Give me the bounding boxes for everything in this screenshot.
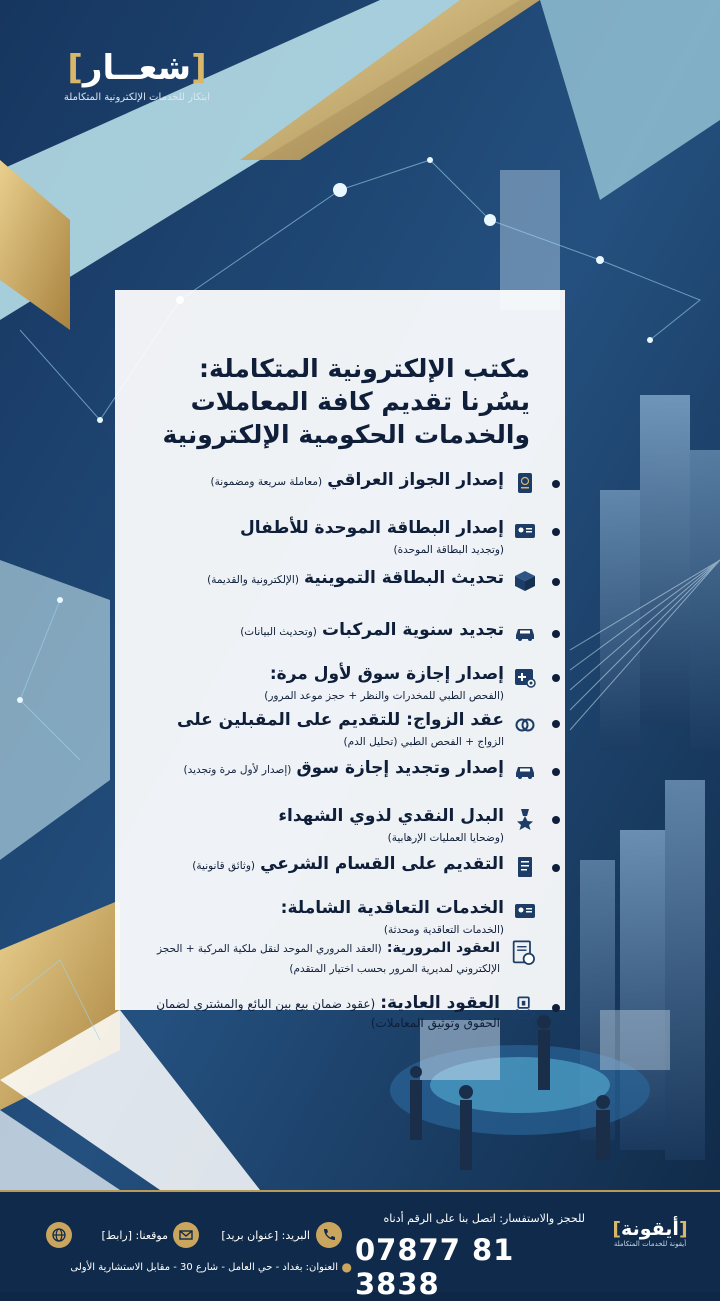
brand-tagline: ابتكار للخدمات الإلكترونية المتكاملة — [63, 92, 211, 103]
service-note: (وضحايا العمليات الإرهابية) — [387, 832, 504, 844]
box-icon — [512, 568, 538, 594]
service-item — [120, 758, 560, 806]
email-icon — [173, 1222, 199, 1248]
traffic-contract-icon — [508, 938, 538, 968]
service-item — [120, 806, 560, 854]
service-title: تحديث البطاقة التموينية — [304, 568, 504, 588]
footer-logo: [أيقونة] أيقونة للخدمات المتكاملة — [600, 1218, 700, 1248]
footer-email[interactable]: البريد: [عنوان بريد] — [221, 1229, 310, 1242]
car-icon — [512, 620, 538, 646]
service-item — [120, 518, 560, 568]
service-item — [120, 938, 560, 994]
footer-logo-name: أيقونة — [621, 1218, 679, 1240]
headline-line-2: يسُرنا تقديم كافة المعاملات — [190, 387, 530, 416]
bullet — [552, 768, 560, 776]
rings-icon — [512, 710, 538, 736]
phone-icon — [316, 1222, 342, 1248]
service-item — [120, 710, 560, 758]
service-note: (الفحص الطبي للمخدرات والنظر + حجز موعد المرور) — [264, 690, 504, 702]
bullet — [552, 578, 560, 586]
bullet — [552, 1004, 560, 1012]
service-note: الزواج + الفحص الطبي (تحليل الدم) — [343, 736, 504, 748]
document-icon — [512, 854, 538, 880]
service-note: (وثائق قانونية) — [192, 860, 255, 872]
handshake-icon — [508, 994, 538, 1024]
bullet — [552, 528, 560, 536]
medical-calendar-icon — [512, 664, 538, 690]
footer-website[interactable]: موقعنا: [رابط] — [101, 1229, 168, 1242]
service-title: عقد الزواج: للتقديم على المقبلين على — [177, 710, 504, 730]
id-card-icon — [512, 518, 538, 544]
service-title: إصدار إجازة سوق لأول مرة: — [269, 664, 504, 684]
contract-icon — [512, 898, 538, 924]
footer-cta: للحجز والاستفسار: اتصل بنا على الرقم أدناه — [383, 1212, 585, 1225]
bullet — [552, 630, 560, 638]
brand-logo-name: شعــار — [82, 48, 192, 88]
medal-icon — [512, 806, 538, 832]
service-title: تجديد سنوية المركبات — [322, 620, 504, 640]
bullet — [552, 864, 560, 872]
service-item — [120, 898, 560, 938]
headline — [100, 352, 530, 451]
service-note: (الخدمات التعاقدية ومحدثة) — [383, 924, 504, 936]
globe-icon — [46, 1222, 72, 1248]
brand-logo: [شعــار] ابتكار للخدمات الإلكترونية المتكاملة — [52, 48, 222, 103]
car-icon — [512, 758, 538, 784]
bullet — [552, 480, 560, 488]
service-title: البدل النقدي لذوي الشهداء — [278, 806, 504, 826]
service-title: التقديم على القسام الشرعي — [260, 854, 504, 874]
service-note: (الإلكترونية والقديمة) — [207, 574, 299, 586]
service-title: إصدار الجواز العراقي — [327, 470, 504, 490]
service-item — [120, 620, 560, 664]
service-title: العقود المرورية: — [386, 940, 500, 956]
footer-address: العنوان: بغداد - حي العامل - شارع 30 - مقابل الاستشارية الأولى — [70, 1262, 338, 1273]
service-item — [120, 854, 560, 898]
passport-icon — [512, 470, 538, 496]
bullet — [552, 720, 560, 728]
footer-phone[interactable]: 07877 81 3838 — [355, 1233, 515, 1301]
service-note: (إصدار لأول مرة وتجديد) — [183, 764, 292, 776]
location-pin-icon: ● — [341, 1260, 352, 1274]
footer-logo-tagline: أيقونة للخدمات المتكاملة — [613, 1240, 687, 1248]
service-note: (وتحديث البيانات) — [240, 626, 317, 638]
headline-line-1: مكتب الإلكترونية المتكاملة: — [199, 354, 530, 383]
service-note: (وتجديد البطاقة الموحدة) — [393, 544, 504, 556]
headline-line-3: والخدمات الحكومية الإلكترونية — [162, 420, 530, 449]
service-title: العقود العادية: — [380, 993, 500, 1013]
service-note: (عقود ضمان بيع بين البائع والمشتري لضمان الحقوق وتوثيق المعاملات) — [156, 997, 500, 1030]
service-item — [120, 470, 560, 518]
services-list — [120, 470, 560, 1050]
service-note: (العقد المروري الموحد لنقل ملكية المركبة + الحجز الإلكتروني لمديرية المرور بحسب اختيار المتقدم) — [156, 943, 500, 975]
bullet — [552, 674, 560, 682]
bullet — [552, 816, 560, 824]
service-title: إصدار البطاقة الموحدة للأطفال — [239, 518, 504, 538]
service-title: إصدار وتجديد إجازة سوق — [296, 758, 504, 778]
service-item — [120, 664, 560, 710]
service-title: الخدمات التعاقدية الشاملة: — [280, 898, 504, 918]
service-note: (معاملة سريعة ومضمونة) — [210, 476, 323, 488]
service-item — [120, 568, 560, 620]
service-item — [120, 994, 560, 1050]
